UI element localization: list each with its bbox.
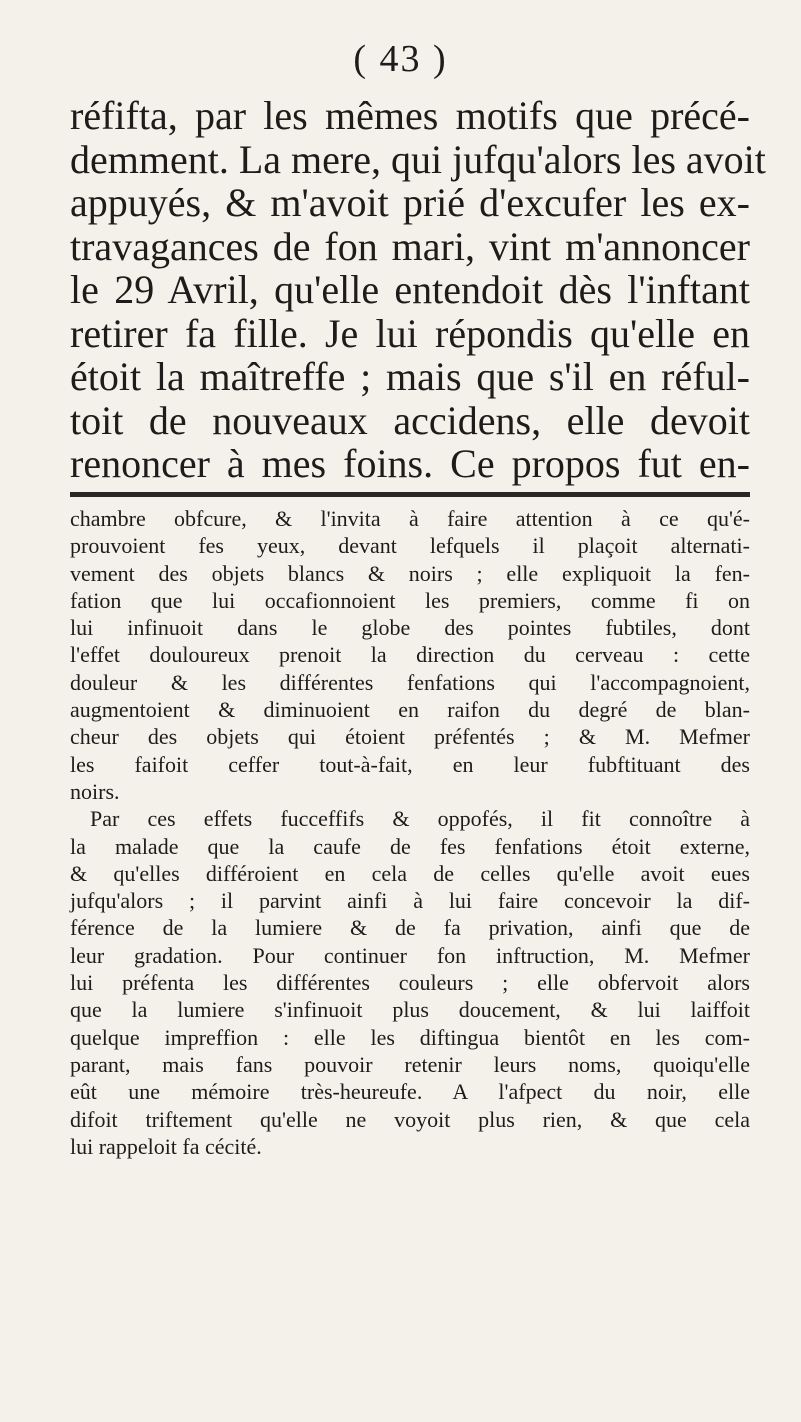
footnote-paragraph-start: Par ces effets fucceffifs & oppofés, il fit connoître à xyxy=(90,806,750,832)
footnote-line: leur gradation. Pour continuer fon inftruction, M. Mefmer xyxy=(70,942,750,968)
main-text-line: le 29 Avril, qu'elle entendoit dès l'inftant xyxy=(70,267,750,312)
footnote-block xyxy=(70,505,750,1160)
footnote-line: douleur & les différentes fenfations qui l'accompagnoient, xyxy=(70,669,750,695)
main-text-line: toit de nouveaux accidens, elle devoit xyxy=(70,397,750,443)
footnote-line: que la lumiere s'infinuoit plus doucement, & lui laiffoit xyxy=(70,997,750,1023)
footnote-line: difoit triftement qu'elle ne voyoit plus rien, & que cela xyxy=(70,1106,750,1132)
footnote-line: les faifoit ceffer tout-à-fait, en leur fubftituant des xyxy=(70,751,750,777)
main-text-line: étoit la maîtreffe ; mais que s'il en réful- xyxy=(70,354,750,399)
footnote-line: lui préfenta les différentes couleurs ; elle obfervoit alors xyxy=(70,970,750,996)
main-text-line: demment. La mere, qui jufqu'alors les avoit xyxy=(70,136,766,182)
footnote-line: augmentoient & diminuoient en raifon du degré de blan- xyxy=(70,697,750,723)
footnote-line: fation que lui occafionnoient les premiers, comme fi on xyxy=(70,587,750,613)
footnote-line: quelque impreffion : elle les diftingua bientôt en les com- xyxy=(70,1024,750,1050)
footnote-line: parant, mais fans pouvoir retenir leurs noms, quoiqu'elle xyxy=(70,1051,750,1077)
footnote-line: & qu'elles différoient en cela de celles qu'elle avoit eues xyxy=(70,860,750,886)
footnote-line: eût une mémoire très-heureufe. A l'afpect du noir, elle xyxy=(70,1079,750,1105)
footnote-line: vement des objets blancs & noirs ; elle expliquoit la fen- xyxy=(70,560,750,586)
footnote-line: jufqu'alors ; il parvint ainfi à lui faire concevoir la dif- xyxy=(70,888,750,914)
footnote-line: férence de la lumiere & de fa privation, ainfi que de xyxy=(70,915,750,941)
footnote-line: lui rappeloit fa cécité. xyxy=(70,1133,262,1159)
footnote-line: prouvoient fes yeux, devant lefquels il plaçoit alternati- xyxy=(70,533,750,559)
footnote-line: chambre obfcure, & l'invita à faire attention à ce qu'é- xyxy=(70,506,750,531)
main-text-line: renoncer à mes foins. Ce propos fut en- xyxy=(70,441,750,486)
main-text-line: réfifta, par les mêmes motifs que précé- xyxy=(70,93,750,138)
main-text-line: appuyés, & m'avoit prié d'excufer les ex- xyxy=(70,180,750,225)
footnote-line: la malade que la caufe de fes fenfations étoit externe, xyxy=(70,833,750,859)
footnote-line: cheur des objets qui étoient préfentés ; & M. Mefmer xyxy=(70,724,750,750)
footnote-line: noirs. xyxy=(70,778,120,804)
main-text-block xyxy=(70,93,766,486)
footnote-separator-rule xyxy=(70,492,750,497)
main-text-line: retirer fa fille. Je lui répondis qu'elle en xyxy=(70,310,750,356)
footnote-line: l'effet douloureux prenoit la direction du cerveau : cette xyxy=(70,642,750,668)
footnote-line: lui infinuoit dans le globe des pointes fubtiles, dont xyxy=(70,615,750,641)
page-number: ( 43 ) xyxy=(353,38,448,80)
main-text-line: travagances de fon mari, vint m'annoncer xyxy=(70,223,750,269)
